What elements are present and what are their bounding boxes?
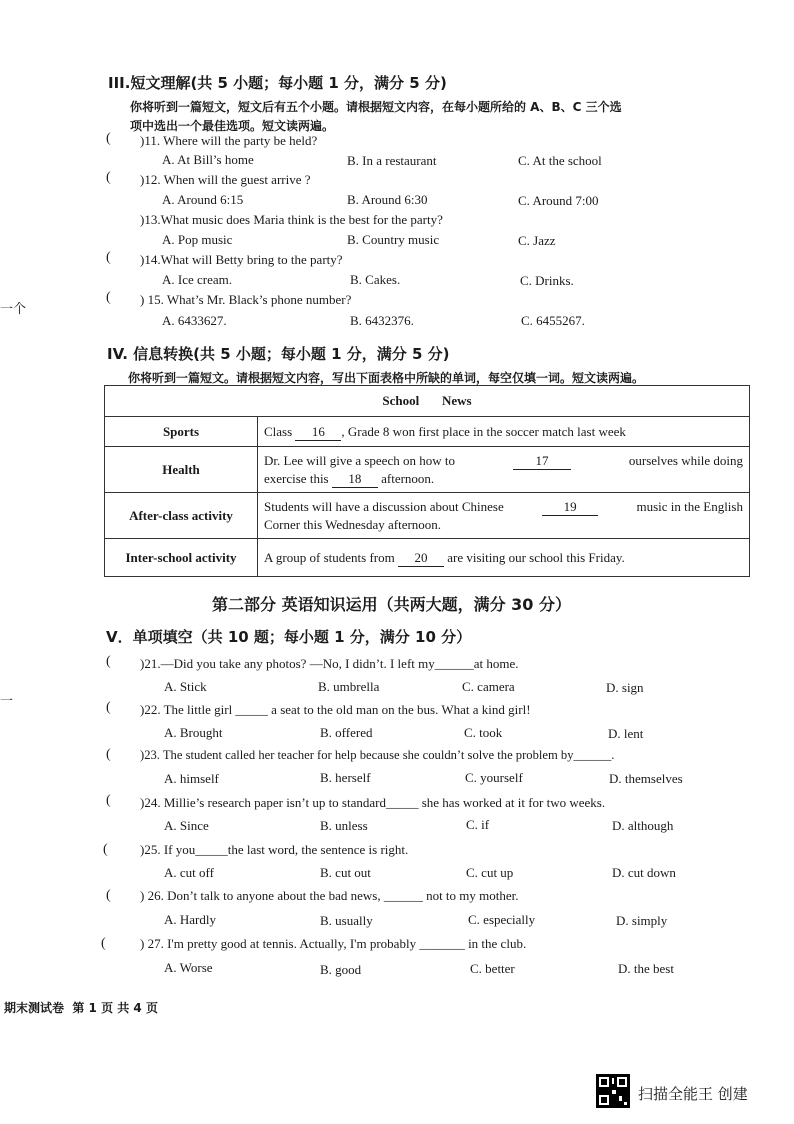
table-header-school: School (382, 393, 420, 408)
option-b: B. herself (320, 770, 371, 785)
table-header (105, 386, 750, 417)
answer-blank[interactable]: 19 (542, 498, 598, 516)
answer-paren[interactable]: ( (106, 793, 111, 808)
row-content (258, 417, 750, 447)
table-row (105, 493, 750, 539)
row-text: exercise this (264, 470, 329, 486)
option-a: A. Around 6:15 (162, 192, 244, 207)
option-a: A. Stick (164, 679, 207, 694)
row-text: music in the English (636, 499, 743, 514)
row-content (258, 493, 750, 539)
footer-label (4, 999, 158, 1016)
section3-title: III.短文理解(共 5 小题；每小题 1 分，满分 5 分) (108, 74, 447, 92)
qr-code-icon (596, 1074, 630, 1108)
option-a: A. 6433627. (162, 313, 227, 328)
table-header-news: News (441, 393, 472, 408)
answer-paren[interactable]: ( (106, 250, 111, 265)
answer-paren[interactable]: ( (106, 747, 111, 762)
answer-blank[interactable]: 18 (332, 470, 378, 488)
answer-paren[interactable]: ( (103, 842, 108, 857)
option-c: C. if (466, 817, 490, 832)
answer-paren[interactable]: ( (106, 888, 111, 903)
row-text: Class (264, 423, 293, 439)
question-stem: )22. The little girl _____ a seat to the old man on the bus. What a kind girl! (140, 702, 531, 717)
question-stem: )21.—Did you take any photos? —No, I didn’t. I left my______at home. (140, 656, 519, 671)
option-d: D. lent (608, 726, 644, 741)
question-stem: )14.What will Betty bring to the party? (140, 252, 343, 267)
option-a: A. At Bill’s home (162, 152, 254, 167)
option-d: D. the best (618, 961, 674, 976)
answer-paren[interactable]: ( (101, 936, 106, 951)
row-text: afternoon. (381, 470, 435, 486)
option-c: C. Jazz (518, 233, 556, 248)
option-c: C. especially (468, 912, 536, 927)
row-text: Dr. Lee will give a speech on how to (264, 452, 455, 468)
answer-blank[interactable]: 16 (295, 423, 341, 441)
table-row (105, 447, 750, 493)
question-stem: ) 15. What’s Mr. Black’s phone number? (140, 292, 352, 307)
option-b: B. good (320, 962, 362, 977)
table-row (105, 539, 750, 577)
question-stem: )12. When will the guest arrive ? (140, 172, 311, 187)
option-d: D. cut down (612, 865, 676, 880)
footer-page-number: 第 1 页 共 4 页 (72, 1001, 158, 1015)
option-c: C. took (464, 725, 503, 740)
option-a: A. Ice cream. (162, 272, 233, 287)
answer-paren[interactable]: ( (106, 654, 111, 669)
question-stem: )25. If you_____the last word, the sentence is right. (140, 842, 409, 857)
answer-paren[interactable]: ( (106, 700, 111, 715)
row-content (258, 539, 750, 577)
answer-paren[interactable]: ( (106, 131, 111, 146)
row-content (258, 447, 750, 493)
option-c: C. yourself (465, 770, 523, 785)
option-a: A. Hardly (164, 912, 216, 927)
margin-mark: 一 (0, 694, 14, 709)
option-b: B. Country music (347, 232, 440, 247)
option-b: B. Cakes. (350, 272, 401, 287)
option-d: D. simply (616, 913, 668, 928)
row-text: Students will have a discussion about Chinese (264, 499, 504, 514)
school-news-table (104, 385, 750, 577)
answer-paren[interactable]: ( (106, 170, 111, 185)
answer-blank[interactable]: 20 (398, 549, 444, 567)
option-c: C. cut up (466, 865, 514, 880)
row-category: Health (105, 447, 258, 493)
row-category: Sports (105, 417, 258, 447)
row-text: , Grade 8 won first place in the soccer match last week (341, 423, 626, 439)
option-b: B. cut out (320, 865, 371, 880)
table-header-row (105, 386, 750, 417)
option-b: B. Around 6:30 (347, 192, 428, 207)
row-text: are visiting our school this Friday. (447, 549, 625, 565)
option-a: A. cut off (164, 865, 214, 880)
question-stem: ) 27. I'm pretty good at tennis. Actually, I'm probably _______ in the club. (140, 936, 527, 951)
question-stem: )23. The student called her teacher for help because she couldn’t solve the problem by______. (140, 748, 615, 762)
option-d: D. themselves (609, 771, 683, 786)
option-c: C. Drinks. (520, 273, 574, 288)
option-a: A. Brought (164, 725, 223, 740)
row-category: Inter-school activity (105, 539, 258, 577)
answer-paren[interactable]: ( (106, 290, 111, 305)
section4-title: IV. 信息转换(共 5 小题；每小题 1 分，满分 5 分) (107, 345, 450, 363)
row-text: Corner this Wednesday afternoon. (264, 517, 442, 532)
question-stem: ) 26. Don’t talk to anyone about the bad news, ______ not to my mother. (140, 888, 519, 903)
option-a: A. Pop music (162, 232, 233, 247)
answer-blank[interactable]: 17 (513, 452, 571, 470)
option-b: B. In a restaurant (347, 153, 437, 168)
option-c: C. 6455267. (521, 313, 585, 328)
option-a: A. Since (164, 818, 209, 833)
section3-instruction-2: 项中选出一个最佳选项。短文读两遍。 (130, 119, 335, 133)
option-a: A. Worse (164, 960, 213, 975)
part2-title: 第二部分 英语知识运用（共两大题，满分 30 分） (212, 595, 571, 614)
scanner-watermark: 扫描全能王 创建 (638, 1085, 748, 1103)
option-b: B. umbrella (318, 679, 380, 694)
question-stem: )13.What music does Maria think is the best for the party? (140, 212, 443, 227)
option-d: D. although (612, 818, 674, 833)
option-c: C. better (470, 961, 515, 976)
option-c: C. Around 7:00 (518, 193, 599, 208)
option-c: C. camera (462, 679, 515, 694)
row-category: After-class activity (105, 493, 258, 539)
option-b: B. 6432376. (350, 313, 414, 328)
question-stem: )24. Millie’s research paper isn’t up to standard_____ she has worked at it for two weeks. (140, 795, 606, 810)
table-row (105, 417, 750, 447)
option-c: C. At the school (518, 153, 602, 168)
section3-instruction-1: 你将听到一篇短文，短文后有五个小题。请根据短文内容，在每小题所给的 A、B、C 三个选 (130, 100, 622, 114)
footer-exam-name: 期末测试卷 (4, 1001, 65, 1015)
option-b: B. unless (320, 818, 368, 833)
option-a: A. himself (164, 771, 219, 786)
question-stem: )11. Where will the party be held? (140, 133, 318, 148)
section4-instruction: 你将听到一篇短文。请根据短文内容，写出下面表格中所缺的单词，每空仅填一词。短文读两遍。 (128, 371, 645, 385)
option-b: B. usually (320, 913, 373, 928)
row-text: ourselves while doing (628, 452, 743, 468)
row-text: A group of students from (264, 549, 395, 565)
section5-title: V．单项填空（共 10 题；每小题 1 分，满分 10 分） (106, 628, 472, 646)
margin-mark: 一个 (0, 302, 27, 317)
option-d: D. sign (606, 680, 644, 695)
option-b: B. offered (320, 725, 373, 740)
